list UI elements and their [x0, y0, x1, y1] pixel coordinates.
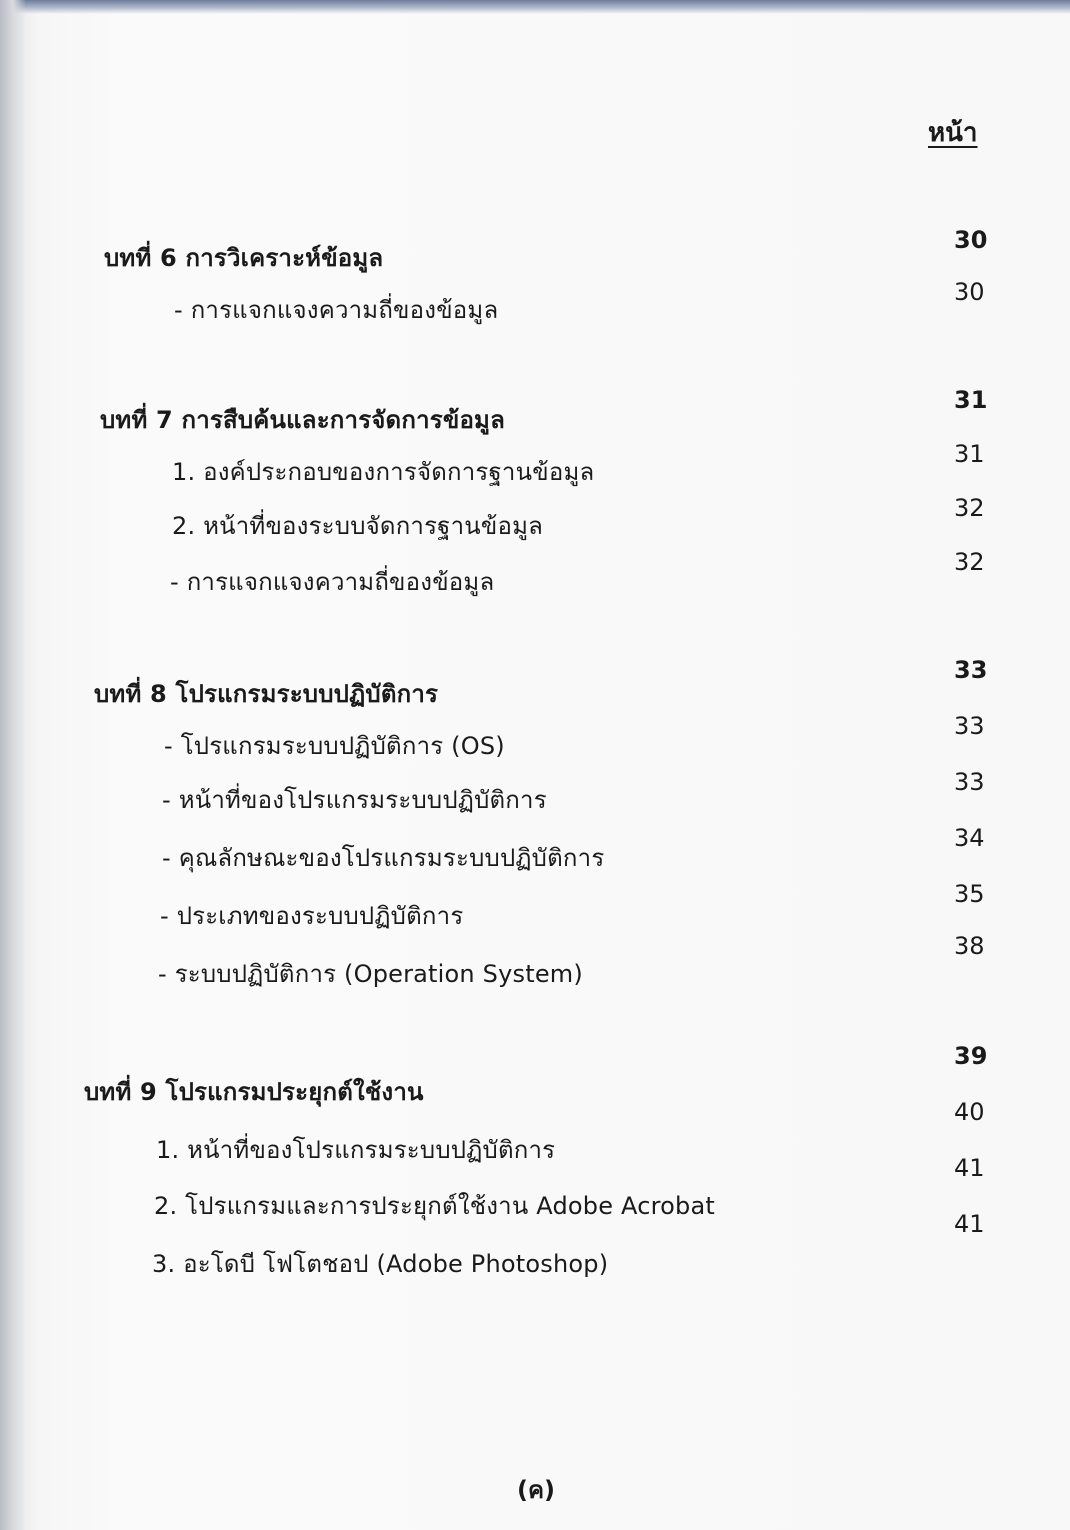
toc-item: [0, 712, 1070, 764]
toc-entry-page: 32: [954, 494, 985, 522]
scan-top-edge: [0, 0, 1070, 14]
toc-item: [0, 1154, 1070, 1228]
binding-shadow: [0, 0, 26, 1530]
page-column-header: หน้า: [928, 118, 978, 148]
toc-item: [0, 824, 1070, 878]
toc-chapter-8: [0, 656, 1070, 708]
toc-item: [0, 278, 1070, 326]
toc-entry-text: - หน้าที่ของโปรแกรมระบบปฏิบัติการ: [162, 786, 547, 814]
toc-item: [0, 932, 1070, 994]
toc-chapter-9: [0, 1042, 1070, 1108]
toc-entry-page: 38: [954, 932, 985, 960]
toc-entry-page: 33: [954, 656, 988, 684]
toc-entry-text: บทที่ 6 การวิเคราะห์ข้อมูล: [104, 244, 384, 272]
toc-chapter-6: [0, 226, 1070, 272]
toc-entry-text: - การแจกแจงความถี่ของข้อมูล: [170, 568, 495, 596]
toc-item: [0, 768, 1070, 820]
toc-entry-page: 31: [954, 440, 985, 468]
toc-entry-text: 1. หน้าที่ของโปรแกรมระบบปฏิบัติการ: [156, 1136, 556, 1164]
page-marker: (ค): [517, 1476, 555, 1504]
toc-entry-text: บทที่ 8 โปรแกรมระบบปฏิบัติการ: [94, 680, 439, 708]
toc-entry-text: 1. องค์ประกอบของการจัดการฐานข้อมูล: [172, 458, 595, 486]
toc-item: [0, 548, 1070, 598]
toc-entry-text: 2. หน้าที่ของระบบจัดการฐานข้อมูล: [172, 512, 544, 540]
toc-entry-page: 32: [954, 548, 985, 576]
toc-item: [0, 1210, 1070, 1288]
toc-entry-text: บทที่ 9 โปรแกรมประยุกต์ใช้งาน: [84, 1078, 424, 1106]
toc-entry-page: 35: [954, 880, 985, 908]
toc-entry-page: 41: [954, 1210, 985, 1238]
toc-entry-page: 41: [954, 1154, 985, 1182]
toc-entry-text: - ประเภทของระบบปฏิบัติการ: [160, 902, 464, 930]
toc-entry-page: 34: [954, 824, 985, 852]
toc-entry-text: บทที่ 7 การสืบค้นและการจัดการข้อมูล: [100, 406, 505, 434]
toc-entry-text: 3. อะโดบี โฟโตชอป (Adobe Photoshop): [152, 1250, 609, 1278]
toc-entry-text: - การแจกแจงความถี่ของข้อมูล: [174, 296, 499, 324]
toc-item: [0, 880, 1070, 936]
toc-entry-page: 33: [954, 712, 985, 740]
toc-item: [0, 494, 1070, 544]
toc-entry-text: - คุณลักษณะของโปรแกรมระบบปฏิบัติการ: [162, 844, 605, 872]
toc-entry-page: 30: [954, 226, 988, 254]
toc-entry-text: - ระบบปฏิบัติการ (Operation System): [158, 960, 583, 988]
toc-item: [0, 440, 1070, 488]
toc-item: [0, 1098, 1070, 1168]
toc-entry-page: 30: [954, 278, 985, 306]
toc-chapter-7: [0, 386, 1070, 434]
toc-entry-page: 40: [954, 1098, 985, 1126]
toc-entry-page: 39: [954, 1042, 988, 1070]
toc-entry-text: - โปรแกรมระบบปฏิบัติการ (OS): [164, 732, 505, 760]
toc-entry-page: 33: [954, 768, 985, 796]
toc-entry-text: 2. โปรแกรมและการประยุกต์ใช้งาน Adobe Acrobat: [154, 1192, 715, 1220]
toc-entry-page: 31: [954, 386, 988, 414]
